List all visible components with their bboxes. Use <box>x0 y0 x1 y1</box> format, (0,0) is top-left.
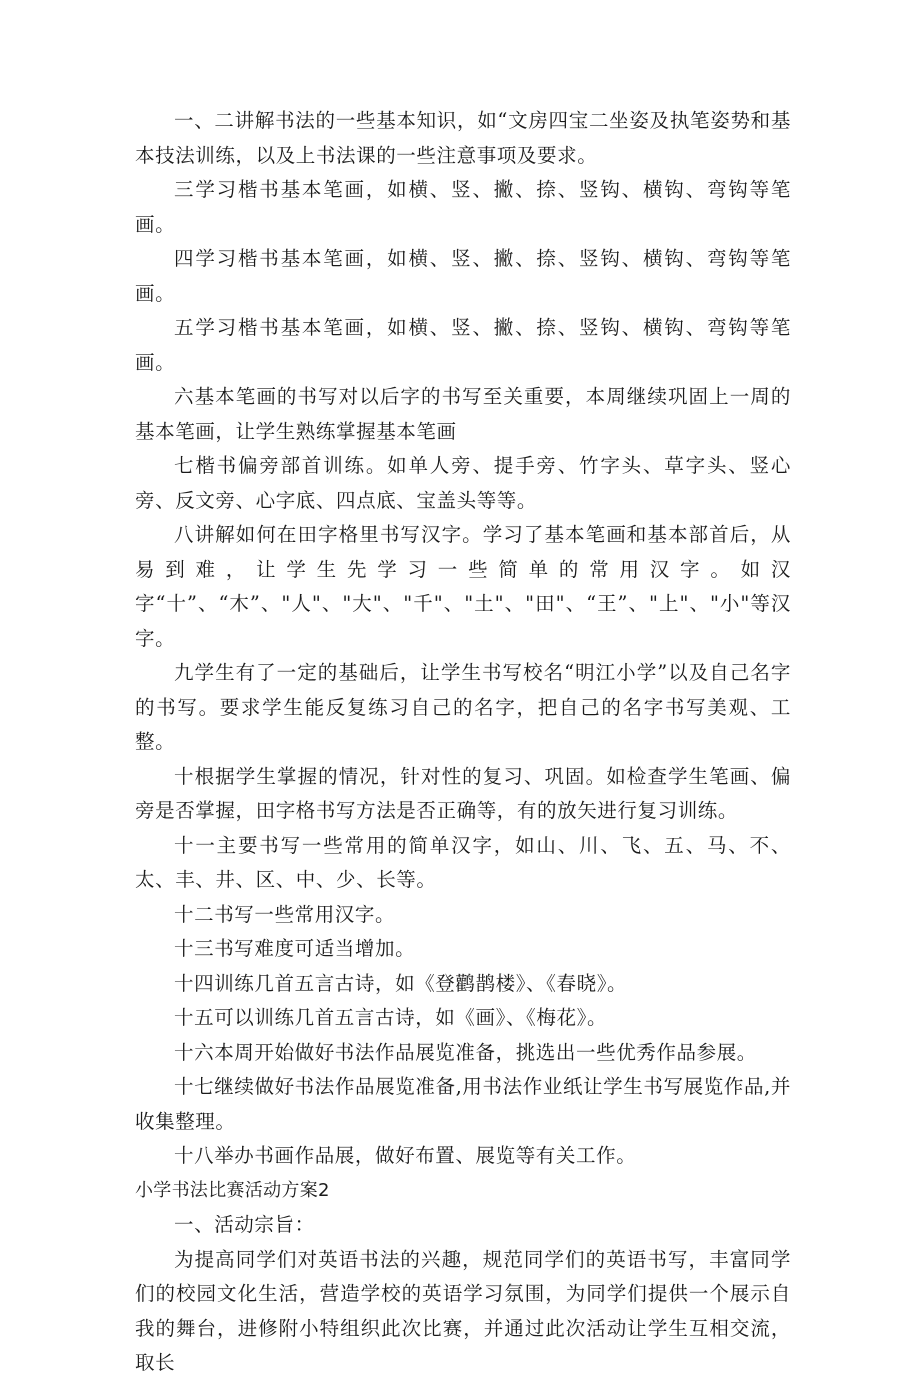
paragraph-item-8: 八讲解如何在田字格里书写汉字。学习了基本笔画和基本部首后，从易到难，让学生先学习一些简单的常用汉字。如汉字“十”、“木”、"人"、"大"、"千"、"土"、"田"、“王”、"上"、"小"等汉字。 <box>135 523 791 650</box>
paragraph-item-6: 六基本笔画的书写对以后字的书写至关重要，本周继续巩固上一周的基本笔画，让学生熟练掌握基本笔画 <box>135 385 791 443</box>
paragraph-item-12: 十二书写一些常用汉字。 <box>174 902 396 926</box>
paragraph-item-16: 十六本周开始做好书法作品展览准备，挑选出一些优秀作品参展。 <box>174 1040 757 1064</box>
paragraph-item-1: 一、二讲解书法的一些基本知识，如“文房四宝二坐姿及执笔姿势和基本技法训练，以及上书法课的一些注意事项及要求。 <box>135 109 791 167</box>
paragraph-item-15: 十五可以训练几首五言古诗，如《画》、《梅花》。 <box>174 1006 608 1029</box>
section-heading: 小学书法比赛活动方案2 <box>135 1179 330 1201</box>
paragraph-item-11: 十一主要书写一些常用的简单汉字，如山、川、飞、五、马、不、太、丰、井、区、中、少、长等。 <box>135 833 791 891</box>
paragraph-item-7: 七楷书偏旁部首训练。如单人旁、提手旁、竹字头、草字头、竖心旁、反文旁、心字底、四点底、宝盖头等等。 <box>135 454 791 512</box>
paragraph-item-14: 十四训练几首五言古诗，如《登鹳鹊楼》、《春晓》。 <box>174 971 628 995</box>
paragraph-item-5: 五学习楷书基本笔画，如横、竖、撇、捺、竖钩、横钩、弯钩等笔画。 <box>135 316 791 374</box>
paragraph-item-10: 十根据学生掌握的情况，针对性的复习、巩固。如检查学生笔画、偏旁是否掌握，田字格书写方法是否正确等，有的放矢进行复习训练。 <box>135 764 791 822</box>
paragraph-item-17: 十七继续做好书法作品展览准备,用书法作业纸让学生书写展览作品,并收集整理。 <box>135 1075 791 1133</box>
activity-purpose-heading: 一、活动宗旨： <box>174 1213 315 1236</box>
activity-purpose-body: 为提高同学们对英语书法的兴趣，规范同学们的英语书写，丰富同学们的校园文化生活，营造学校的英语学习氛围，为同学们提供一个展示自我的舞台，进修附小特组织此次比赛，并通过此次活动让学生互相交流，取长 <box>135 1247 791 1374</box>
paragraph-item-13: 十三书写难度可适当增加。 <box>174 937 416 960</box>
paragraph-item-4: 四学习楷书基本笔画，如横、竖、撇、捺、竖钩、横钩、弯钩等笔画。 <box>135 247 791 305</box>
paragraph-item-9: 九学生有了一定的基础后，让学生书写校名“明江小学”以及自己名字的书写。要求学生能反复练习自己的名字，把自己的名字书写美观、工整。 <box>135 661 791 753</box>
document-page <box>135 104 791 1381</box>
paragraph-item-18: 十八举办书画作品展，做好布置、展览等有关工作。 <box>174 1144 637 1167</box>
paragraph-item-3: 三学习楷书基本笔画，如横、竖、撇、捺、竖钩、横钩、弯钩等笔画。 <box>135 178 791 236</box>
